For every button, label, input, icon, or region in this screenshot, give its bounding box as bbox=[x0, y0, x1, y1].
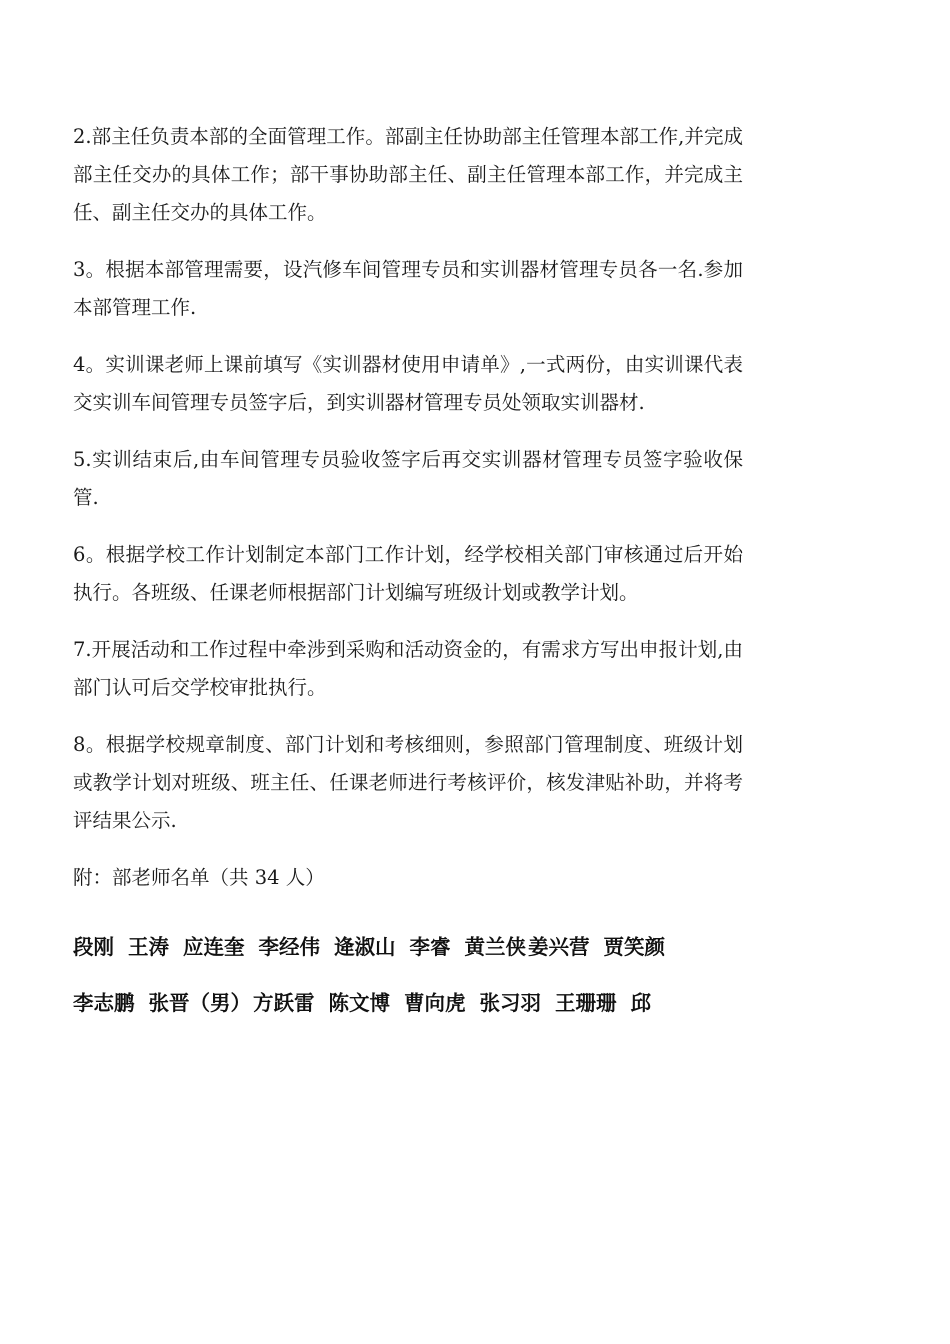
teacher-name: 陈文博 bbox=[328, 991, 390, 1015]
teacher-name: 张习羽 bbox=[479, 991, 541, 1015]
paragraph-6: 6。根据学校工作计划制定本部门工作计划，经学校相关部门审核通过后开始执行。各班级、任课老师根据部门计划编写班级计划或教学计划。 bbox=[73, 543, 743, 604]
teacher-names-row-2 bbox=[73, 975, 743, 1031]
teacher-name: 邱 bbox=[630, 991, 651, 1015]
teacher-name: 贾笑颜 bbox=[603, 935, 665, 959]
paragraph-3: 3。根据本部管理需要，设汽修车间管理专员和实训器材管理专员各一名.参加本部管理工作. bbox=[73, 258, 743, 319]
teacher-name: 张晋（男） bbox=[148, 991, 251, 1015]
teacher-name: 方跃雷 bbox=[253, 991, 315, 1015]
teacher-name: 黄兰侠 bbox=[464, 935, 526, 959]
teacher-names-row-1 bbox=[73, 919, 743, 975]
paragraph-7: 7.开展活动和工作过程中牵涉到采购和活动资金的，有需求方写出申报计划,由部门认可后交学校审批执行。 bbox=[73, 638, 743, 699]
paragraph-2: 2.部主任负责本部的全面管理工作。部副主任协助部主任管理本部工作,并完成部主任交办的具体工作；部干事协助部主任、副主任管理本部工作，并完成主任、副主任交办的具体工作。 bbox=[73, 125, 743, 224]
teacher-name: 曹向虎 bbox=[404, 991, 466, 1015]
teacher-name: 应连奎 bbox=[183, 935, 245, 959]
paragraph-5: 5.实训结束后,由车间管理专员验收签字后再交实训器材管理专员签字验收保管. bbox=[73, 448, 743, 509]
teacher-name: 段刚 bbox=[73, 935, 114, 959]
teacher-name: 王涛 bbox=[128, 935, 169, 959]
teacher-name: 姜兴营 bbox=[528, 935, 590, 959]
paragraph-4: 4。实训课老师上课前填写《实训器材使用申请单》,一式两份，由实训课代表交实训车间管理专员签字后，到实训器材管理专员处领取实训器材. bbox=[73, 353, 743, 414]
document-page bbox=[73, 118, 743, 1031]
teacher-name: 李睿 bbox=[409, 935, 451, 959]
teacher-list-heading: 附：部老师名单（共 34 人） bbox=[73, 866, 325, 889]
paragraph-8: 8。根据学校规章制度、部门计划和考核细则，参照部门管理制度、班级计划或教学计划对班级、班主任、任课老师进行考核评价，核发津贴补助，并将考评结果公示. bbox=[73, 733, 743, 832]
teacher-name: 王珊珊 bbox=[555, 991, 617, 1015]
teacher-name: 李志鹏 bbox=[73, 991, 135, 1015]
teacher-name: 李经伟 bbox=[258, 935, 320, 959]
teacher-name: 逄淑山 bbox=[334, 935, 396, 959]
